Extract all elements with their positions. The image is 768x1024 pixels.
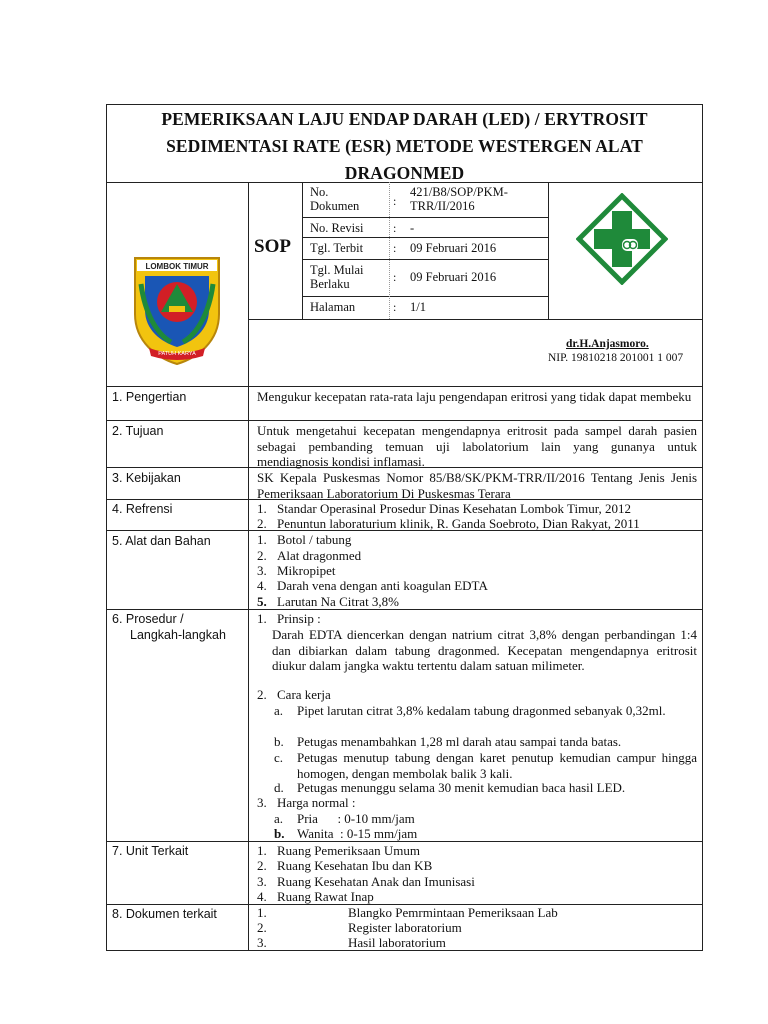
title-line: PEMERIKSAAN LAJU ENDAP DARAH (LED) / ERYTROSIT — [161, 109, 648, 129]
section-label: 4. Refrensi — [112, 502, 173, 516]
list-item: Ruang Kesehatan Anak dan Imunisasi — [277, 874, 475, 889]
list-letter: a. — [274, 703, 284, 718]
section-text: SK Kepala Puskesmas Nomor 85/B8/SK/PKM-TRR/II/2016 Tentang Jenis Jenis Pemeriksaan Laboratorium Di Puskesmas Terara — [257, 470, 697, 501]
subsection-title: Cara kerja — [277, 687, 331, 702]
doc-info-value: 09 Februari 2016 — [410, 270, 497, 284]
divider — [248, 319, 703, 320]
list-item: Mikropipet — [277, 563, 336, 578]
list-number: 2. — [257, 858, 267, 873]
list-item: Pipet larutan citrat 3,8% kedalam tabung dragonmed sebanyak 0,32ml. — [297, 703, 666, 718]
divider — [106, 609, 703, 610]
list-item: Larutan Na Citrat 3,8% — [277, 594, 400, 609]
list-letter: a. — [274, 811, 284, 826]
divider — [302, 237, 548, 238]
section-label: 3. Kebijakan — [112, 471, 181, 485]
section-text: Untuk mengetahui kecepatan mengendapnya eritrosit pada sampel darah pasien sebagai pembanding temuan uji labolatorium lain yang gunanya untuk mendiagnosis kondisi inflamasi. — [257, 423, 697, 469]
list-item: Ruang Rawat Inap — [277, 889, 374, 904]
logo-top-text: LOMBOK TIMUR — [145, 262, 209, 271]
list-item: Ruang Pemeriksaan Umum — [277, 843, 420, 858]
section-label: 8. Dokumen terkait — [112, 907, 217, 921]
doc-info-value: - — [410, 221, 415, 235]
list-item: Ruang Kesehatan Ibu dan KB — [277, 858, 433, 873]
colon: : — [393, 221, 397, 235]
divider — [548, 182, 549, 319]
lombok-timur-logo — [131, 254, 223, 366]
section-label: 1. Pengertian — [112, 390, 187, 404]
list-number: 1. — [257, 843, 267, 858]
list-number: 2. — [257, 687, 267, 702]
doc-info-label: Halaman — [310, 300, 356, 314]
list-letter: d. — [274, 780, 284, 795]
logo-bottom-text: PATUH KARYA — [158, 351, 196, 357]
list-item: Petugas menambahkan 1,28 ml darah atau sampai tanda batas. — [297, 734, 622, 749]
list-letter: b. — [274, 826, 285, 841]
list-number: 3. — [257, 874, 267, 889]
divider — [302, 296, 548, 297]
list-item: Darah vena dengan anti koagulan EDTA — [277, 578, 488, 593]
doc-info-value: 1/1 — [410, 300, 426, 314]
list-number: 1. — [257, 501, 267, 516]
list-item: Hasil laboratorium — [348, 935, 446, 950]
list-letter: c. — [274, 750, 284, 765]
subsection-title: Harga normal : — [277, 795, 356, 810]
list-number: 1. — [257, 905, 267, 920]
divider — [389, 182, 390, 319]
section-label: 5. Alat dan Bahan — [112, 534, 211, 548]
list-number: 4. — [257, 578, 267, 593]
list-item: Alat dragonmed — [277, 548, 362, 563]
section-label: 7. Unit Terkait — [112, 844, 189, 858]
doc-info-value: 09 Februari 2016 — [410, 241, 497, 255]
list-number: 3. — [257, 935, 267, 950]
list-letter: b. — [274, 734, 284, 749]
section-text: Mengukur kecepatan rata-rata laju pengendapan eritrosi yang tidak dapat membeku — [257, 389, 692, 404]
list-number: 4. — [257, 889, 267, 904]
colon: : — [393, 241, 397, 255]
list-number: 1. — [257, 532, 267, 547]
list-number: 3. — [257, 795, 267, 810]
document-title — [107, 106, 702, 187]
divider — [302, 217, 548, 218]
section-label: Langkah-langkah — [130, 628, 226, 642]
list-item: Petugas menutup tabung dengan karet penutup kemudian campur hingga homogen, dengan membolak balik 3 kali. — [297, 750, 697, 781]
list-item: Wanita : 0-15 mm/jam — [297, 826, 418, 841]
list-number: 2. — [257, 516, 267, 531]
divider — [302, 182, 303, 319]
list-number: 3. — [257, 563, 267, 578]
doc-info-label: No. Revisi — [310, 221, 364, 235]
list-number: 2. — [257, 548, 267, 563]
divider — [106, 420, 703, 421]
list-item: Petugas menunggu selama 30 menit kemudian baca hasil LED. — [297, 780, 626, 795]
title-line: SEDIMENTASI RATE (ESR) METODE WESTERGEN ALAT — [166, 136, 643, 156]
signatory-nip: NIP. 19810218 201001 1 007 — [548, 352, 684, 364]
colon: : — [393, 270, 397, 284]
sop-label: SOP — [254, 236, 291, 257]
section-label: 2. Tujuan — [112, 424, 164, 438]
doc-info-label: Tgl. Terbit — [310, 241, 364, 255]
colon: : — [393, 194, 397, 208]
puskesmas-logo — [576, 193, 668, 285]
doc-info-label: Tgl. Mulai Berlaku — [310, 263, 364, 291]
list-number: 5. — [257, 594, 267, 609]
list-item: Penuntun laboraturium klinik, R. Ganda Soebroto, Dian Rakyat, 2011 — [277, 516, 640, 531]
title-line: DRAGONMED — [344, 163, 465, 183]
list-item: Botol / tabung — [277, 532, 352, 547]
divider — [302, 259, 548, 260]
list-item: Register laboratorium — [348, 920, 462, 935]
list-item: Standar Operasinal Prosedur Dinas Kesehatan Lombok Timur, 2012 — [277, 501, 632, 516]
divider — [106, 386, 703, 387]
list-item: Blangko Pemrmintaan Pemeriksaan Lab — [348, 905, 558, 920]
colon: : — [393, 300, 397, 314]
divider — [248, 182, 249, 950]
list-number: 2. — [257, 920, 267, 935]
subsection-title: Prinsip : — [277, 611, 321, 626]
prinsip-text: Darah EDTA diencerkan dengan natrium citrat 3,8% dengan perbandingan 1:4 dan dibiarkan dalam tabung dragonmed. Kecepatan mengendapnya eritrosit diukur dalam jangka waktu tertentu dalam satuan milimeter. — [272, 627, 697, 673]
list-number: 1. — [257, 611, 267, 626]
list-item: Pria : 0-10 mm/jam — [297, 811, 415, 826]
section-label: 6. Prosedur / — [112, 612, 184, 626]
signatory-name: dr.H.Anjasmoro. — [566, 338, 649, 350]
doc-info-label: No. Dokumen — [310, 185, 360, 213]
doc-info-value: 421/B8/SOP/PKM-TRR/II/2016 — [410, 185, 508, 213]
